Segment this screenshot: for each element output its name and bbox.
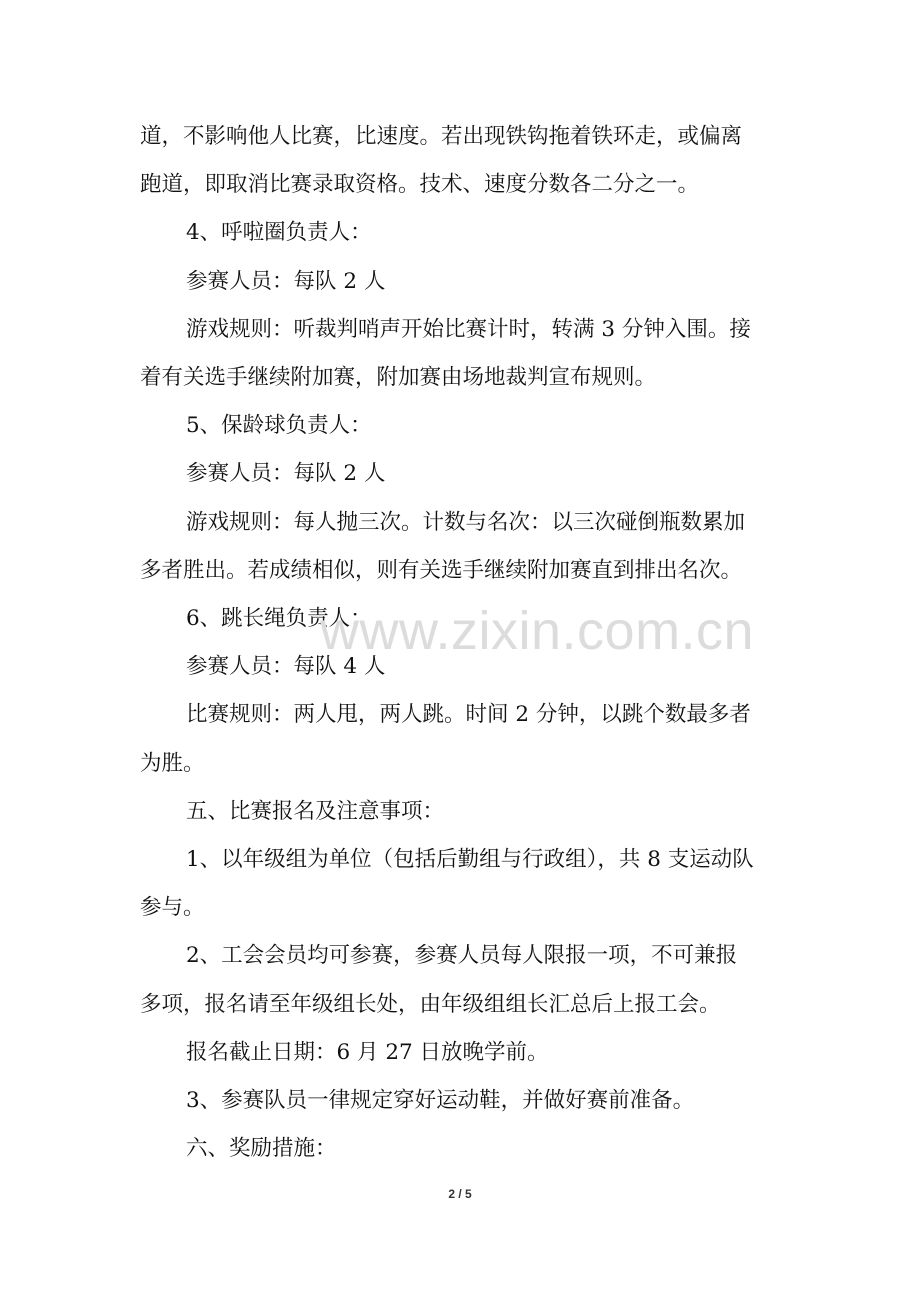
rules-long-rope-line: 为胜。 — [140, 750, 205, 776]
page-number: 2 / 5 — [448, 1187, 472, 1201]
document-body — [140, 113, 785, 1173]
rules-hula-hoop-line: 游戏规则：听裁判哨声开始比赛计时，转满 3 分钟入围。接 — [186, 316, 751, 342]
registration-item-2-line: 2、工会会员均可参赛，参赛人员每人限报一项，不可兼报 — [186, 943, 738, 969]
watermark: www.zixin.com.cn — [320, 601, 755, 661]
participants-bowling: 参赛人员：每队 2 人 — [186, 461, 386, 487]
section-heading-long-rope: 6、跳长绳负责人： — [186, 606, 372, 632]
rules-long-rope-line: 比赛规则：两人甩，两人跳。时间 2 分钟，以跳个数最多者 — [186, 702, 751, 728]
section-heading-bowling: 5、保龄球负责人： — [186, 413, 372, 439]
section-heading-registration: 五、比赛报名及注意事项： — [186, 798, 445, 824]
registration-item-3: 3、参赛队员一律规定穿好运动鞋，并做好赛前准备。 — [186, 1088, 695, 1114]
rules-bowling-line: 多者胜出。若成绩相似，则有关选手继续附加赛直到排出名次。 — [140, 557, 743, 583]
participants-hula-hoop: 参赛人员：每队 2 人 — [186, 268, 386, 294]
rules-hula-hoop-line: 着有关选手继续附加赛，附加赛由场地裁判宣布规则。 — [140, 365, 657, 391]
section-heading-rewards: 六、奖励措施： — [186, 1136, 337, 1162]
participants-long-rope: 参赛人员：每队 4 人 — [186, 654, 386, 680]
registration-deadline: 报名截止日期：6 月 27 日放晚学前。 — [186, 1039, 549, 1065]
registration-item-2-line: 多项，报名请至年级组长处，由年级组组长汇总后上报工会。 — [140, 991, 721, 1017]
paragraph-line: 道，不影响他人比赛，比速度。若出现铁钩拖着铁环走，或偏离 — [140, 124, 743, 149]
registration-item-1-line: 参与。 — [140, 895, 205, 921]
section-heading-hula-hoop: 4、呼啦圈负责人： — [186, 220, 372, 246]
rules-bowling-line: 游戏规则：每人抛三次。计数与名次：以三次碰倒瓶数累加 — [186, 509, 746, 535]
paragraph-line: 跑道，即取消比赛录取资格。技术、速度分数各二分之一。 — [140, 172, 700, 198]
registration-item-1-line: 1、以年级组为单位（包括后勤组与行政组），共 8 支运动队 — [186, 847, 754, 873]
